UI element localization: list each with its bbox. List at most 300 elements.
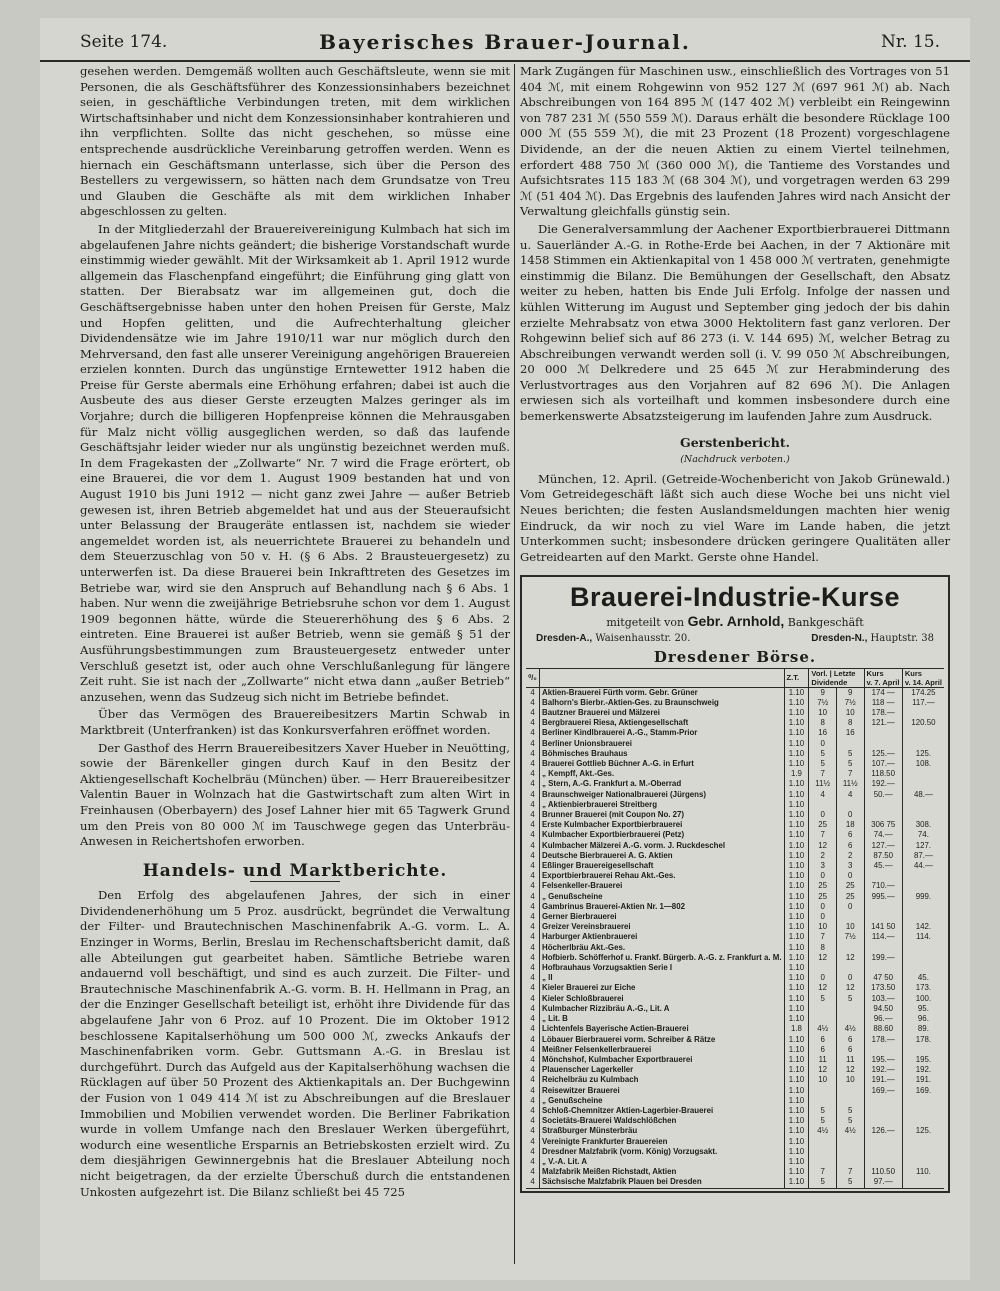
- table-cell: 1.10: [784, 1035, 809, 1045]
- table-cell: 4: [530, 789, 535, 799]
- table-cell: 10: [809, 1075, 837, 1085]
- table-cell: Mönchshof, Kulmbacher Exportbrauerei: [540, 1055, 785, 1065]
- table-cell: „ Aktienbierbrauerei Streitberg: [540, 800, 785, 810]
- table-cell: 1.10: [784, 708, 809, 718]
- table-cell: 96.—: [864, 1014, 902, 1024]
- table-row: [526, 1177, 944, 1188]
- article-paragraph: In der Mitgliederzahl der Brauereivereinigung Kulmbach hat sich im abgelaufenen Jahre nichts geändert; die bisherige Vorstandschaft wurde einstimmig wieder gewählt. Mit der Wirksamkeit ab 1. April 1912 wurde allgemein das Flaschenpfand eingeführt; die Einführung ging glatt von statten. Der Bierabsatz war im allgemeinen gut, doch die Geschäftsergebnisse haben unter den hohen Preisen für Gerste, Malz und Hopfen gelitten, und die Aufrechterhaltung gleicher Dividendensätze wie im Jahre 1910/11 war nur möglich durch den Mehrversand, den fast alle unserer Vereinigung angehörigen Brauereien erzielen konnten. Durch das ungünstige Erntewetter 1912 haben die Preise für Gerste abermals eine Erhöhung erfahren; dabei ist auch die Ausbeute des aus dieser Gerste erzeugten Malzes geringer als im Vorjahre; durch die billigeren Hopfenpreise können die Mehrausgaben für Malz nicht völlig ausgeglichen werden, so daß das laufende Geschäftsjahr leider wieder nur als ungünstig bezeichnet werden muß. In dem Fragekasten der „Zollwarte“ Nr. 7 wird die Frage erörtert, ob eine Brauerei, die vor dem 1. August 1909 bestanden hat und von August 1910 bis Juni 1912 — nicht ganz zwei Jahre — außer Betrieb gewesen ist, ihren Betrieb abgemeldet hat und aus der Steueraufsicht unter Belassung der Braugeräte entlassen ist, nachdem sie wieder angemeldet worden ist, als neuerrichtete Brauerei zu behandeln und dem Steuerzuschlag von 50 v. H. (§ 6 Abs. 2 Brausteuergesetz) zu unterwerfen ist. Da diese Brauerei bein Inkrafttreten des Gesetzes im Betriebe war, wird sie den Anspruch auf Behandlung nach § 6 Abs. 1 haben. Nur wenn die zweijährige Betriebsruhe schon vor dem 1. August 1909 begonnen hätte, würde die Steuererhöhung des § 6 Abs. 2 eintreten. Eine Brauerei ist außer Betrieb, wenn sie gemäß § 51 der Ausführungsbestimmungen zum Brausteuergesetz entweder unter Verschluß gesetzt ist, oder auch ohne Verschlußanlegung für längere Zeit ruht. Sie ist nach der „Zollwarte“ nicht etwa dann „außer Betrieb“ anzusehen, wenn das Sudzeug sich nicht im Betriebe befindet.: [80, 221, 510, 704]
- table-cell: 96.: [902, 1014, 944, 1024]
- table-row: [526, 739, 944, 749]
- table-cell: [902, 1096, 944, 1106]
- table-row: [526, 790, 944, 800]
- table-cell: 4: [530, 1146, 535, 1156]
- table-row: [526, 1137, 944, 1147]
- article-paragraph: gesehen werden. Demgemäß wollten auch Geschäftsleute, wenn sie mit Personen, die als Geschäftsführer des Konzessionsinhabers bezeichnet seien, in geschäftliche Verbindungen treten, mit dem wirklichen Wirtschaftsinhaber und nicht dem Konzessionsinhaber kontrahieren und ihn verpflichten. Sollte das nicht geschehen, so müsse eine entsprechende ausdrückliche Vereinbarung getroffen werden. Wenn es hiernach ein Geschäftsmann unterlasse, sich über die Person des Bestellers zu vergewissern, so hätten nach dem Grundsatze von Treu und Glauben die Geschäfte als mit dem wirklichen Inhaber abgeschlossen zu gelten.: [80, 64, 510, 219]
- table-cell: 18: [836, 820, 864, 830]
- table-cell: 7: [809, 932, 837, 942]
- table-cell: 306 75: [864, 820, 902, 830]
- table-cell: 1.10: [784, 1137, 809, 1147]
- table-cell: 7: [809, 830, 837, 840]
- table-row: [526, 728, 944, 738]
- table-cell: Balhorn's Bierbr.-Aktien-Ges. zu Braunschweig: [540, 698, 785, 708]
- table-row: [526, 687, 944, 698]
- table-cell: 4: [530, 1034, 535, 1044]
- table-cell: 100.: [902, 994, 944, 1004]
- table-cell: 12: [836, 983, 864, 993]
- table-cell: 1.10: [784, 1045, 809, 1055]
- table-cell: [809, 1086, 837, 1096]
- table-cell: 5: [836, 1106, 864, 1116]
- table-cell: 4½: [836, 1126, 864, 1136]
- kurse-advertisement-box: [520, 575, 950, 1192]
- address-right: Dresden-N., Hauptstr. 38: [811, 633, 934, 645]
- table-cell: [836, 800, 864, 810]
- table-cell: 1.10: [784, 830, 809, 840]
- table-cell: 5: [809, 994, 837, 1004]
- table-row: [526, 1075, 944, 1085]
- table-cell: [902, 963, 944, 973]
- table-cell: [864, 963, 902, 973]
- table-cell: 4: [530, 932, 535, 942]
- table-cell: 74.: [902, 830, 944, 840]
- table-cell: 5: [809, 1177, 837, 1188]
- kurse-source: mitgeteilt von Gebr. Arnhold, Bankgeschäft: [606, 613, 864, 630]
- table-row: [526, 881, 944, 891]
- table-cell: 8: [836, 718, 864, 728]
- table-cell: 4: [530, 912, 535, 922]
- table-cell: 8: [809, 718, 837, 728]
- table-cell: 4: [530, 728, 535, 738]
- table-cell: 5: [809, 749, 837, 759]
- table-cell: 1.10: [784, 912, 809, 922]
- table-cell: 4: [530, 799, 535, 809]
- table-cell: 192.—: [864, 1065, 902, 1075]
- table-cell: 999.: [902, 892, 944, 902]
- table-cell: Brunner Brauerei (mit Coupon No. 27): [540, 810, 785, 820]
- kurse-table: [526, 668, 944, 1189]
- table-cell: 1.10: [784, 759, 809, 769]
- table-cell: 0: [809, 912, 837, 922]
- table-cell: „ Genußscheine: [540, 1096, 785, 1106]
- table-cell: 1.10: [784, 1116, 809, 1126]
- table-cell: 5: [809, 1116, 837, 1126]
- table-cell: [809, 963, 837, 973]
- table-cell: 12: [809, 841, 837, 851]
- table-cell: 191.—: [864, 1075, 902, 1085]
- table-cell: 45.—: [864, 861, 902, 871]
- table-cell: [902, 1157, 944, 1167]
- table-cell: [809, 1157, 837, 1167]
- table-cell: [836, 1096, 864, 1106]
- table-cell: 4: [809, 790, 837, 800]
- table-cell: 1.10: [784, 1055, 809, 1065]
- table-cell: 4: [530, 1065, 535, 1075]
- table-cell: Reichelbräu zu Kulmbach: [540, 1075, 785, 1085]
- table-cell: 4: [530, 993, 535, 1003]
- table-cell: 1.10: [784, 687, 809, 698]
- table-cell: [902, 769, 944, 779]
- table-cell: Erste Kulmbacher Exportbierbrauerei: [540, 820, 785, 830]
- table-cell: Gambrinus Brauerei-Aktien Nr. 1—802: [540, 902, 785, 912]
- table-cell: 94.50: [864, 1004, 902, 1014]
- table-cell: 6: [836, 830, 864, 840]
- table-cell: 12: [809, 983, 837, 993]
- table-cell: 1.10: [784, 963, 809, 973]
- table-cell: [864, 800, 902, 810]
- table-cell: 142.: [902, 922, 944, 932]
- table-row: [526, 698, 944, 708]
- table-cell: 7½: [836, 932, 864, 942]
- table-cell: 2: [809, 851, 837, 861]
- table-cell: 192.: [902, 1065, 944, 1075]
- table-cell: 4: [530, 922, 535, 932]
- table-cell: 3: [809, 861, 837, 871]
- table-cell: 1.10: [784, 871, 809, 881]
- table-cell: 114.: [902, 932, 944, 942]
- table-cell: 1.10: [784, 1177, 809, 1188]
- table-row: [526, 983, 944, 993]
- table-cell: 10: [836, 708, 864, 718]
- table-cell: [836, 912, 864, 922]
- table-cell: 4: [530, 759, 535, 769]
- table-cell: 1.10: [784, 994, 809, 1004]
- table-cell: 6: [836, 1035, 864, 1045]
- heading-rule: [250, 881, 340, 882]
- table-cell: [836, 1157, 864, 1167]
- table-cell: 4: [530, 1105, 535, 1115]
- journal-title: Bayerisches Brauer-Journal.: [319, 30, 691, 54]
- page-header: [40, 26, 970, 62]
- table-cell: 25: [809, 820, 837, 830]
- table-cell: 4: [530, 697, 535, 707]
- table-cell: 126.—: [864, 1126, 902, 1136]
- table-row: [526, 902, 944, 912]
- table-row: [526, 892, 944, 902]
- table-cell: Berliner Kindlbrauerei A.-G., Stamm-Prior: [540, 728, 785, 738]
- table-cell: [902, 1147, 944, 1157]
- table-cell: „ Kempff, Akt.-Ges.: [540, 769, 785, 779]
- table-cell: 4: [530, 1085, 535, 1095]
- table-row: [526, 810, 944, 820]
- table-cell: Hofbierb. Schöfferhof u. Frankf. Bürgerb. A.-G. z. Frankfurt a. M.: [540, 953, 785, 963]
- table-cell: Kulmbacher Rizzibräu A.-G., Lit. A: [540, 1004, 785, 1014]
- table-cell: Plauenscher Lagerkeller: [540, 1065, 785, 1075]
- table-cell: [902, 810, 944, 820]
- table-cell: 95.: [902, 1004, 944, 1014]
- table-cell: 127.: [902, 841, 944, 851]
- table-cell: 74.—: [864, 830, 902, 840]
- table-cell: [864, 1137, 902, 1147]
- col-zt: Z.T.: [784, 668, 809, 687]
- table-cell: 47 50: [864, 973, 902, 983]
- table-cell: 50.—: [864, 790, 902, 800]
- table-cell: [902, 708, 944, 718]
- table-cell: [809, 1147, 837, 1157]
- article-paragraph: Über das Vermögen des Brauereibesitzers Martin Schwab in Marktbreit (Unterfranken) ist das Konkursverfahren eröffnet worden.: [80, 707, 510, 737]
- table-row: [526, 912, 944, 922]
- table-cell: 7: [836, 1167, 864, 1177]
- table-row: [526, 1055, 944, 1065]
- table-cell: 1.10: [784, 718, 809, 728]
- table-cell: 10: [836, 922, 864, 932]
- table-cell: 4: [530, 1014, 535, 1024]
- table-cell: Harburger Aktienbrauerei: [540, 932, 785, 942]
- table-cell: 4: [530, 769, 535, 779]
- table-row: [526, 932, 944, 942]
- table-cell: [902, 912, 944, 922]
- table-cell: [902, 943, 944, 953]
- table-cell: 8: [809, 943, 837, 953]
- table-cell: Kieler Brauerei zur Eiche: [540, 983, 785, 993]
- table-cell: 9: [836, 687, 864, 698]
- kurse-table-body: [526, 687, 944, 1188]
- table-cell: [902, 1137, 944, 1147]
- table-cell: Greizer Vereinsbrauerei: [540, 922, 785, 932]
- issue-number: Nr. 15.: [881, 32, 940, 52]
- table-cell: 178.—: [864, 708, 902, 718]
- table-row: [526, 943, 944, 953]
- table-cell: 1.10: [784, 922, 809, 932]
- table-cell: Bergbrauerei Riesa, Aktiengesellschaft: [540, 718, 785, 728]
- firm-name: Gebr. Arnhold,: [687, 613, 785, 630]
- table-cell: 4: [836, 790, 864, 800]
- table-cell: Kieler Schloßbrauerei: [540, 994, 785, 1004]
- table-cell: [836, 1147, 864, 1157]
- table-row: [526, 759, 944, 769]
- table-cell: Schloß-Chemnitzer Aktien-Lagerbier-Brauerei: [540, 1106, 785, 1116]
- table-cell: 308.: [902, 820, 944, 830]
- firm-addresses: [526, 631, 944, 647]
- table-cell: 4: [530, 1003, 535, 1013]
- table-cell: 1.10: [784, 1167, 809, 1177]
- table-row: [526, 1035, 944, 1045]
- table-cell: 4: [530, 973, 535, 983]
- table-cell: Societäts-Brauerei Waldschlößchen: [540, 1116, 785, 1126]
- table-cell: 125.—: [864, 749, 902, 759]
- table-row: [526, 973, 944, 983]
- table-cell: 103.—: [864, 994, 902, 1004]
- table-cell: 4: [530, 942, 535, 952]
- table-cell: 1.10: [784, 932, 809, 942]
- table-cell: 1.10: [784, 861, 809, 871]
- table-cell: 11: [809, 1055, 837, 1065]
- table-cell: 1.10: [784, 1065, 809, 1075]
- table-cell: Sächsische Malzfabrik Plauen bei Dresden: [540, 1177, 785, 1188]
- table-cell: 4: [530, 1044, 535, 1054]
- boerse-heading: Dresdener Börse.: [653, 648, 817, 666]
- table-cell: 10: [836, 1075, 864, 1085]
- table-cell: 6: [836, 841, 864, 851]
- table-row: [526, 1086, 944, 1096]
- table-cell: 127.—: [864, 841, 902, 851]
- table-cell: 4: [530, 687, 535, 697]
- gerste-heading: Gerstenbericht.: [680, 434, 790, 450]
- table-cell: Vereinigte Frankfurter Brauereien: [540, 1137, 785, 1147]
- table-cell: 4: [530, 891, 535, 901]
- right-column: [520, 64, 950, 1193]
- table-cell: 12: [836, 953, 864, 963]
- table-cell: 1.10: [784, 1086, 809, 1096]
- table-cell: 174 —: [864, 687, 902, 698]
- table-cell: [864, 1045, 902, 1055]
- table-cell: 11: [836, 1055, 864, 1065]
- table-cell: Braunschweiger Nationalbrauerei (Jürgens): [540, 790, 785, 800]
- col-dividende: Vorl. | Letzte Dividende: [809, 668, 864, 687]
- table-cell: 1.10: [784, 728, 809, 738]
- col-kurs-7: Kurs v. 7. April: [864, 668, 902, 687]
- table-row: [526, 820, 944, 830]
- table-cell: 169.: [902, 1086, 944, 1096]
- table-cell: 4: [530, 1136, 535, 1146]
- table-row: [526, 1167, 944, 1177]
- table-cell: [902, 779, 944, 789]
- table-cell: [902, 728, 944, 738]
- table-cell: 192.—: [864, 779, 902, 789]
- table-cell: Löbauer Bierbrauerei vorm. Schreiber & Rätze: [540, 1035, 785, 1045]
- table-cell: 1.9: [784, 769, 809, 779]
- table-cell: Deutsche Bierbrauerei A. G. Aktien: [540, 851, 785, 861]
- table-cell: 25: [836, 881, 864, 891]
- reprint-note: (Nachdruck verboten.): [680, 454, 790, 466]
- table-cell: 4: [530, 1024, 535, 1034]
- table-cell: 1.10: [784, 1147, 809, 1157]
- table-cell: 1.10: [784, 1004, 809, 1014]
- table-cell: 125.: [902, 749, 944, 759]
- table-cell: 4: [530, 779, 535, 789]
- table-cell: [864, 1157, 902, 1167]
- table-cell: 1.10: [784, 851, 809, 861]
- table-cell: 4: [530, 963, 535, 973]
- table-row: [526, 1106, 944, 1116]
- table-row: [526, 1014, 944, 1024]
- table-cell: 7: [809, 769, 837, 779]
- table-cell: „ Genußscheine: [540, 892, 785, 902]
- table-cell: [864, 943, 902, 953]
- table-cell: 1.10: [784, 779, 809, 789]
- table-cell: [809, 1096, 837, 1106]
- table-cell: „ V.-A. Lit. A: [540, 1157, 785, 1167]
- table-cell: [864, 1096, 902, 1106]
- table-row: [526, 1045, 944, 1055]
- table-cell: Malzfabrik Meißen Richstadt, Aktien: [540, 1167, 785, 1177]
- table-cell: 191.: [902, 1075, 944, 1085]
- article-paragraph: Den Erfolg des abgelaufenen Jahres, der sich in einer Dividendenerhöhung um 5 Proz. ausdrückt, begründet die Verwaltung der Filter- und Brautechnischen Maschinenfabrik A.-G. vorm. L. A. Enzinger in Worms, Berlin, Breslau im Rechenschaftsbericht damit, daß alle Abteilungen gut gearbeitet haben. Sämtliche Betriebe waren andauernd voll beschäftigt, und sind es auch zurzeit. Die Filter- und Brautechnische Maschinenfabrik A.-G. vorm. B. H. Hellmann in Prag, an der die Enzinger Gesellschaft beteiligt ist, erhöht ihre Dividende für das abgelaufene Jahr von 6 Proz. auf 10 Prozent. Die im Oktober 1912 beschlossene Kapitalserhöhung um 500 000 ℳ, zwecks Ankaufs der Maschinenfabriken vorm. Gebr. Guttsmann A.-G. in Breslau ist durchgeführt. Durch das Aufgeld aus der Kapitalserhöhung wachsen die Rücklagen auf über 50 Prozent des Aktienkapitals an. Der Buchgewinn der Fusion von 1 049 414 ℳ ist zu Abschreibungen auf die Breslauer Immobilien und Mobilien verwendet worden. Die Berliner Fabrikation wurde in vollem Umfange nach den Breslauer Werken übergeführt, wodurch eine wesentliche Ersparnis an Betriebskosten erzielt wird. Zu dem diesjährigen Gewinnergebnis hat die Breslauer Abteilung noch nicht beigetragen, da der erzielte Überschuß durch die entstandenen Unkosten aufgezehrt ist. Die Bilanz schließt bei 45 725: [80, 888, 510, 1199]
- table-cell: 16: [809, 728, 837, 738]
- table-cell: [902, 1106, 944, 1116]
- table-cell: 11½: [836, 779, 864, 789]
- table-row: [526, 708, 944, 718]
- table-cell: 1.10: [784, 810, 809, 820]
- table-cell: 7½: [809, 698, 837, 708]
- article-paragraph: Mark Zugängen für Maschinen usw., einschließlich des Vortrages von 51 404 ℳ, mit einem Rohgewinn von 952 127 ℳ (697 961 ℳ) ab. Nach Abschreibungen von 164 895 ℳ (147 402 ℳ) verbleibt ein Reingewinn von 787 231 ℳ (550 559 ℳ). Daraus erhält die besondere Rücklage 100 000 ℳ (55 559 ℳ), die mit 23 Prozent (18 Prozent) vorgeschlagene Dividende, an der die neuen Aktien zu einem Viertel teilnehmen, erfordert 488 750 ℳ (360 000 ℳ), die Tantieme des Vorstandes und Aufsichtsrates 115 183 ℳ (68 304 ℳ), und vorgetragen werden 63 299 ℳ (51 404 ℳ). Das Ergebnis des laufenden Jahres wird nach Ansicht der Verwaltung gleichfalls günstig sein.: [520, 64, 950, 219]
- table-cell: 1.10: [784, 892, 809, 902]
- table-cell: 117.—: [902, 698, 944, 708]
- page-number: Seite 174.: [80, 32, 168, 52]
- table-cell: 114.—: [864, 932, 902, 942]
- table-cell: 4: [530, 820, 535, 830]
- table-cell: 0: [836, 810, 864, 820]
- table-cell: [836, 963, 864, 973]
- table-cell: 4: [530, 871, 535, 881]
- column-divider: [514, 64, 515, 1264]
- table-row: [526, 963, 944, 973]
- table-cell: 10: [809, 922, 837, 932]
- table-row: [526, 1126, 944, 1136]
- table-cell: 6: [836, 1045, 864, 1055]
- table-cell: 87.—: [902, 851, 944, 861]
- table-cell: [836, 739, 864, 749]
- table-cell: „ Lit. B: [540, 1014, 785, 1024]
- table-cell: Gerner Bierbrauerei: [540, 912, 785, 922]
- table-cell: 4: [530, 1095, 535, 1105]
- table-cell: 4: [530, 1167, 535, 1177]
- table-cell: 4: [530, 708, 535, 717]
- table-cell: 0: [809, 871, 837, 881]
- table-cell: 5: [809, 1106, 837, 1116]
- table-cell: Eßlinger Brauereigesellschaft: [540, 861, 785, 871]
- table-cell: 1.10: [784, 943, 809, 953]
- table-cell: 4: [530, 748, 535, 758]
- table-cell: 0: [809, 902, 837, 912]
- table-cell: 5: [836, 1116, 864, 1126]
- table-cell: 16: [836, 728, 864, 738]
- table-cell: [864, 902, 902, 912]
- table-cell: 4½: [836, 1024, 864, 1034]
- table-cell: 5: [836, 749, 864, 759]
- table-cell: 10: [809, 708, 837, 718]
- section-heading: Handels- und Marktberichte.: [142, 860, 448, 881]
- table-cell: 4: [530, 718, 535, 728]
- table-cell: 44.—: [902, 861, 944, 871]
- table-cell: 0: [836, 902, 864, 912]
- table-cell: 1.10: [784, 983, 809, 993]
- table-cell: Felsenkeller-Brauerei: [540, 881, 785, 891]
- table-cell: 4: [530, 840, 535, 850]
- table-cell: 1.10: [784, 1096, 809, 1106]
- table-row: [526, 800, 944, 810]
- table-cell: 1.10: [784, 1126, 809, 1136]
- table-cell: 4: [530, 1156, 535, 1166]
- table-cell: 89.: [902, 1024, 944, 1034]
- table-cell: 7: [836, 769, 864, 779]
- table-cell: Brauerei Gottlieb Büchner A.-G. in Erfurt: [540, 759, 785, 769]
- address-left: Dresden-A., Waisenhausstr. 20.: [536, 633, 691, 645]
- table-cell: 1.10: [784, 1157, 809, 1167]
- col-pct: ⁰/₀: [526, 668, 540, 687]
- table-cell: 11½: [809, 779, 837, 789]
- table-cell: [864, 1147, 902, 1157]
- table-cell: 1.10: [784, 790, 809, 800]
- table-cell: Böhmisches Brauhaus: [540, 749, 785, 759]
- table-cell: 0: [809, 973, 837, 983]
- col-name: [540, 668, 785, 687]
- table-cell: 1.10: [784, 739, 809, 749]
- table-cell: 5: [836, 1177, 864, 1188]
- table-cell: 4½: [809, 1024, 837, 1034]
- table-cell: „ II: [540, 973, 785, 983]
- table-cell: [902, 902, 944, 912]
- table-row: [526, 1147, 944, 1157]
- table-cell: [864, 810, 902, 820]
- table-cell: Dresdner Malzfabrik (vorm. König) Vorzugsakt.: [540, 1147, 785, 1157]
- table-cell: 169.—: [864, 1086, 902, 1096]
- table-cell: 118.50: [864, 769, 902, 779]
- table-cell: 141 50: [864, 922, 902, 932]
- table-cell: 87.50: [864, 851, 902, 861]
- table-cell: 0: [836, 973, 864, 983]
- table-cell: 1.10: [784, 749, 809, 759]
- table-cell: 48.—: [902, 790, 944, 800]
